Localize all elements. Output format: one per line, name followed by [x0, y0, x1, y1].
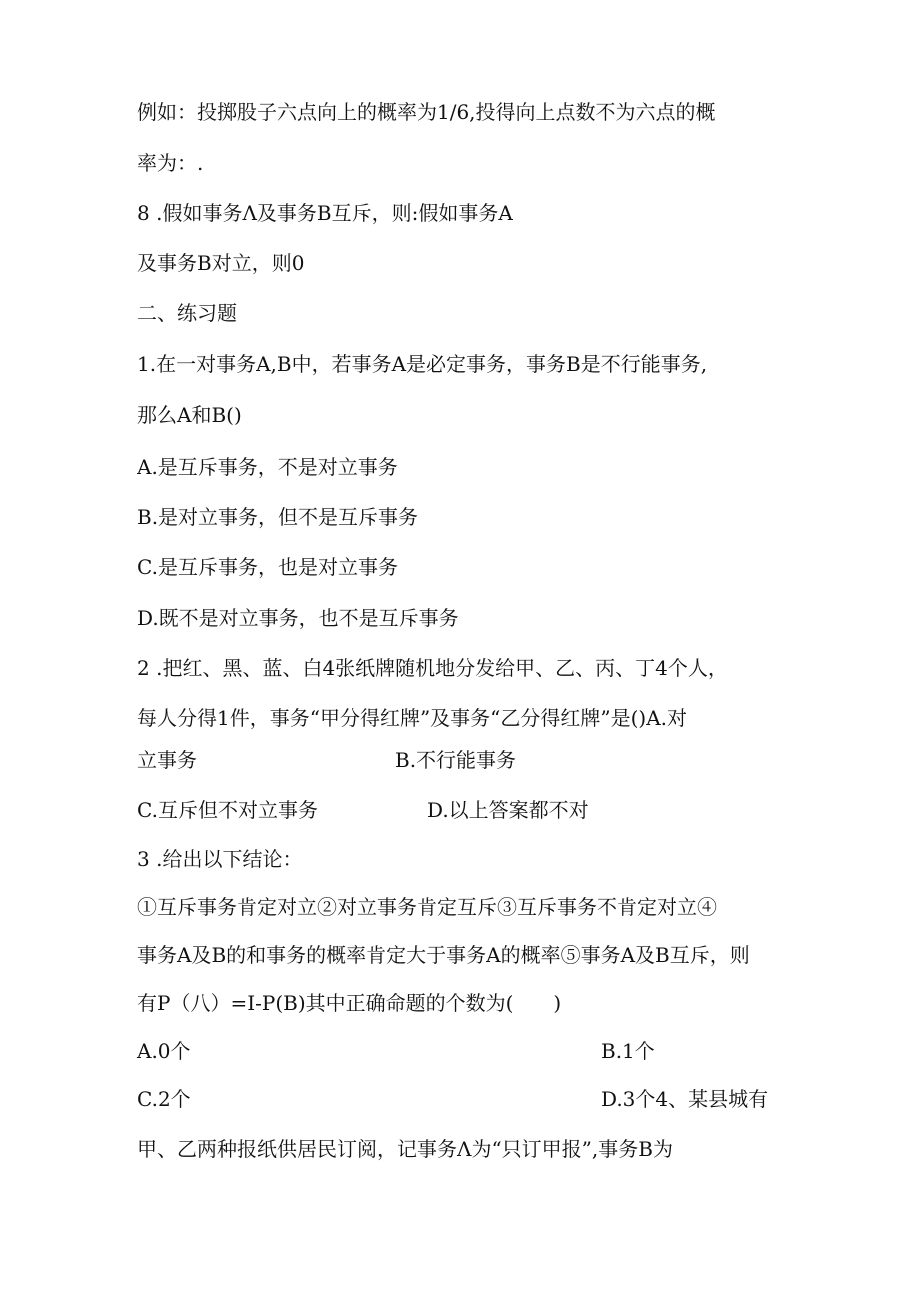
question-3-option-b: B.1个 [601, 1039, 655, 1063]
question-2-option-d: D.以上答案都不对 [427, 798, 589, 822]
question-3-stem: 3 .给出以下结论： [137, 847, 303, 871]
question-3-option-c: C.2个 [137, 1087, 191, 1111]
question-1-option-d: D.既不是对立事务，也不是互斥事务 [137, 606, 459, 630]
question-2-stem-cont: 每人分得1件，事务“甲分得红牌”及事务“乙分得红牌”是()A.对 [137, 706, 688, 730]
question-1-option-b: B.是对立事务，但不是互斥事务 [137, 505, 419, 529]
text-line: 8 .假如事务Λ及事务B互斥，则:假如事务A [137, 201, 513, 225]
question-1-stem-cont: 那么A和B() [137, 403, 242, 427]
question-2-option-c: C.互斥但不对立事务 [137, 798, 318, 822]
question-1-stem: 1.在一对事务A,B中，若事务A是必定事务，事务B是不行能事务, [137, 352, 708, 376]
question-3-option-a: A.0个 [137, 1039, 191, 1063]
question-2-stem: 2 .把红、黑、蓝、白4张纸牌随机地分发给甲、乙、丙、丁4个人， [137, 656, 728, 680]
section-heading: 二、练习题 [137, 301, 237, 325]
question-2-option-a-cont: 立事务 [137, 748, 197, 772]
question-3-statements: ①互斥事务肯定对立②对立事务肯定互斥③互斥事务不肯定对立④ [137, 895, 717, 919]
text-line: 率为：. [137, 151, 204, 175]
question-1-option-a: A.是互斥事务，不是对立事务 [137, 455, 398, 479]
question-2-option-b: B.不行能事务 [395, 748, 517, 772]
text-line: 例如：投掷股子六点向上的概率为1/6,投得向上点数不为六点的概 [137, 100, 716, 124]
question-3-option-d: D.3个4、某县城有 [601, 1087, 769, 1111]
question-3-statements-cont: 事务A及B的和事务的概率肯定大于事务A的概率⑤事务A及B互斥，则 [137, 943, 750, 967]
question-1-option-c: C.是互斥事务，也是对立事务 [137, 555, 398, 579]
text-line: 及事务B对立，则0 [137, 251, 305, 275]
question-3-prompt: 有P（八）=I-P(B)其中正确命题的个数为( ) [137, 991, 562, 1015]
question-4-stem: 甲、乙两种报纸供居民订阅，记事务Λ为“只订甲报”,事务B为 [137, 1137, 673, 1161]
